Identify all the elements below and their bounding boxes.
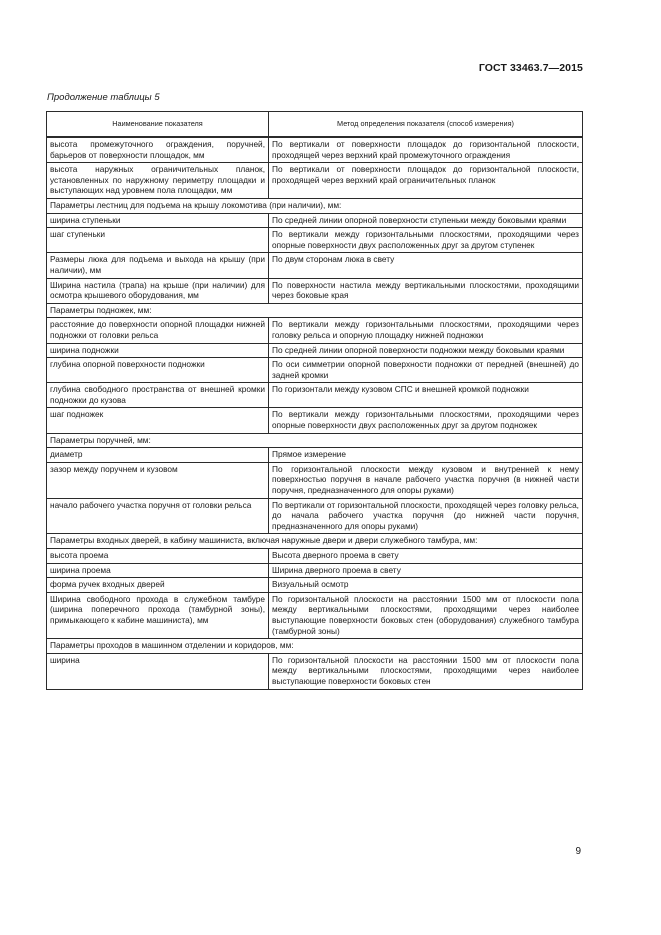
section-title: Параметры лестниц для подъема на крышу локомотива (при наличии), мм:: [47, 198, 583, 213]
measurement-method: По вертикали от поверхности площадок до горизонтальной плоскости, проходящей через верхний край промежуточного ограждения: [269, 137, 583, 163]
table-row: [47, 592, 583, 638]
parameter-name: Ширина свободного прохода в служебном тамбуре (ширина поперечного прохода (тамбурной зоны), примыкающего к кабине машиниста), мм: [47, 592, 269, 638]
table-row: [47, 318, 583, 343]
table-row: [47, 343, 583, 358]
table-row: [47, 578, 583, 593]
page-number: 9: [575, 846, 581, 857]
measurement-method: По горизонтали между кузовом СПС и внешней кромкой подножки: [269, 383, 583, 408]
measurement-method: Высота дверного проема в свету: [269, 549, 583, 564]
measurement-method: По двум сторонам люка в свету: [269, 253, 583, 278]
column-header-method: Метод определения показателя (способ измерения): [269, 112, 583, 138]
standard-number: ГОСТ 33463.7—2015: [478, 62, 583, 74]
measurement-method: По горизонтальной плоскости на расстоянии 1500 мм от плоскости пола между вертикальными плоскостями, проходящими через наиболее выступающие поверхности боковых стен: [269, 653, 583, 689]
measurement-method: По горизонтальной плоскости на расстоянии 1500 мм от плоскости пола между вертикальными плоскостями, проходящими через наиболее выступающие поверхности боковых стен (оборудования) служебного тамбура (тамбурной зоны): [269, 592, 583, 638]
measurement-method: По средней линии опорной поверхности ступеньки между боковыми краями: [269, 213, 583, 228]
section-title: Параметры поручней, мм:: [47, 433, 583, 448]
measurement-method: По средней линии опорной поверхности подножки между боковыми краями: [269, 343, 583, 358]
table-row: [47, 253, 583, 278]
section-row: [47, 534, 583, 549]
parameter-name: зазор между поручнем и кузовом: [47, 462, 269, 498]
parameter-name: высота наружных ограничительных планок, установленных по наружному периметру площадки и выступающих над уровнем пола площадки, мм: [47, 163, 269, 199]
measurement-method: По оси симметрии опорной поверхности подножки от передней (внешней) до задней кромки: [269, 358, 583, 383]
table-row: [47, 383, 583, 408]
parameter-name: ширина ступеньки: [47, 213, 269, 228]
table-row: [47, 498, 583, 534]
section-row: [47, 433, 583, 448]
measurement-method: По вертикали от поверхности площадок до горизонтальной плоскости, проходящей через верхний край ограничительных планок: [269, 163, 583, 199]
table-row: [47, 563, 583, 578]
table-row: [47, 358, 583, 383]
parameter-name: расстояние до поверхности опорной площадки нижней подножки от головки рельса: [47, 318, 269, 343]
parameter-name: высота проема: [47, 549, 269, 564]
table-row: [47, 228, 583, 253]
parameter-name: шаг подножек: [47, 408, 269, 433]
measurement-method: Ширина дверного проема в свету: [269, 563, 583, 578]
measurement-method: Визуальный осмотр: [269, 578, 583, 593]
measurement-method: По горизонтальной плоскости между кузовом и внутренней к нему поверхностью поручня в начале рабочего участка поручня (в нижней части поручня, предназначенного для опоры руками): [269, 462, 583, 498]
parameter-name: высота промежуточного ограждения, поручней, барьеров от поверхности площадок, мм: [47, 137, 269, 163]
measurement-method: По вертикали между горизонтальными плоскостями, проходящими через опорные поверхности двух расположенных друг за другом ступенек: [269, 228, 583, 253]
parameter-name: глубина опорной поверхности подножки: [47, 358, 269, 383]
parameter-name: форма ручек входных дверей: [47, 578, 269, 593]
section-title: Параметры проходов в машинном отделении и коридоров, мм:: [47, 639, 583, 654]
parameter-name: глубина свободного пространства от внешней кромки подножки до кузова: [47, 383, 269, 408]
measurement-method: По поверхности настила между вертикальными плоскостями, проходящими через боковые края: [269, 278, 583, 303]
measurement-method: По вертикали от горизонтальной плоскости, проходящей через головку рельса, до начала рабочего участка поручня (до нижней части поручня, предназначенного для опоры руками): [269, 498, 583, 534]
parameter-name: ширина: [47, 653, 269, 689]
parameter-name: Ширина настила (трапа) на крыше (при наличии) для осмотра крышевого оборудования, мм: [47, 278, 269, 303]
measurement-method: По вертикали между горизонтальными плоскостями, проходящими через опорные поверхности двух расположенных друг за другом подножек: [269, 408, 583, 433]
parameter-name: Размеры люка для подъема и выхода на крышу (при наличии), мм: [47, 253, 269, 278]
table-row: [47, 549, 583, 564]
parameter-name: диаметр: [47, 448, 269, 463]
table-header-row: [47, 112, 583, 138]
section-row: [47, 198, 583, 213]
table-row: [47, 137, 583, 163]
table-row: [47, 408, 583, 433]
column-header-name: Наименование показателя: [47, 112, 269, 138]
table-row: [47, 448, 583, 463]
section-row: [47, 639, 583, 654]
table-caption: Продолжение таблицы 5: [47, 92, 160, 103]
section-title: Параметры подножек, мм:: [47, 303, 583, 318]
section-title: Параметры входных дверей, в кабину машиниста, включая наружные двери и двери служебного тамбура, мм:: [47, 534, 583, 549]
parameter-name: ширина подножки: [47, 343, 269, 358]
table-row: [47, 653, 583, 689]
table-row: [47, 213, 583, 228]
table-row: [47, 462, 583, 498]
parameter-name: начало рабочего участка поручня от головки рельса: [47, 498, 269, 534]
measurement-method: По вертикали между горизонтальными плоскостями, проходящими через головку рельса и опорную площадку нижней подножки: [269, 318, 583, 343]
measurement-method: Прямое измерение: [269, 448, 583, 463]
parameter-name: ширина проема: [47, 563, 269, 578]
parameters-table: [46, 111, 583, 690]
table-row: [47, 278, 583, 303]
table-row: [47, 163, 583, 199]
parameter-name: шаг ступеньки: [47, 228, 269, 253]
section-row: [47, 303, 583, 318]
